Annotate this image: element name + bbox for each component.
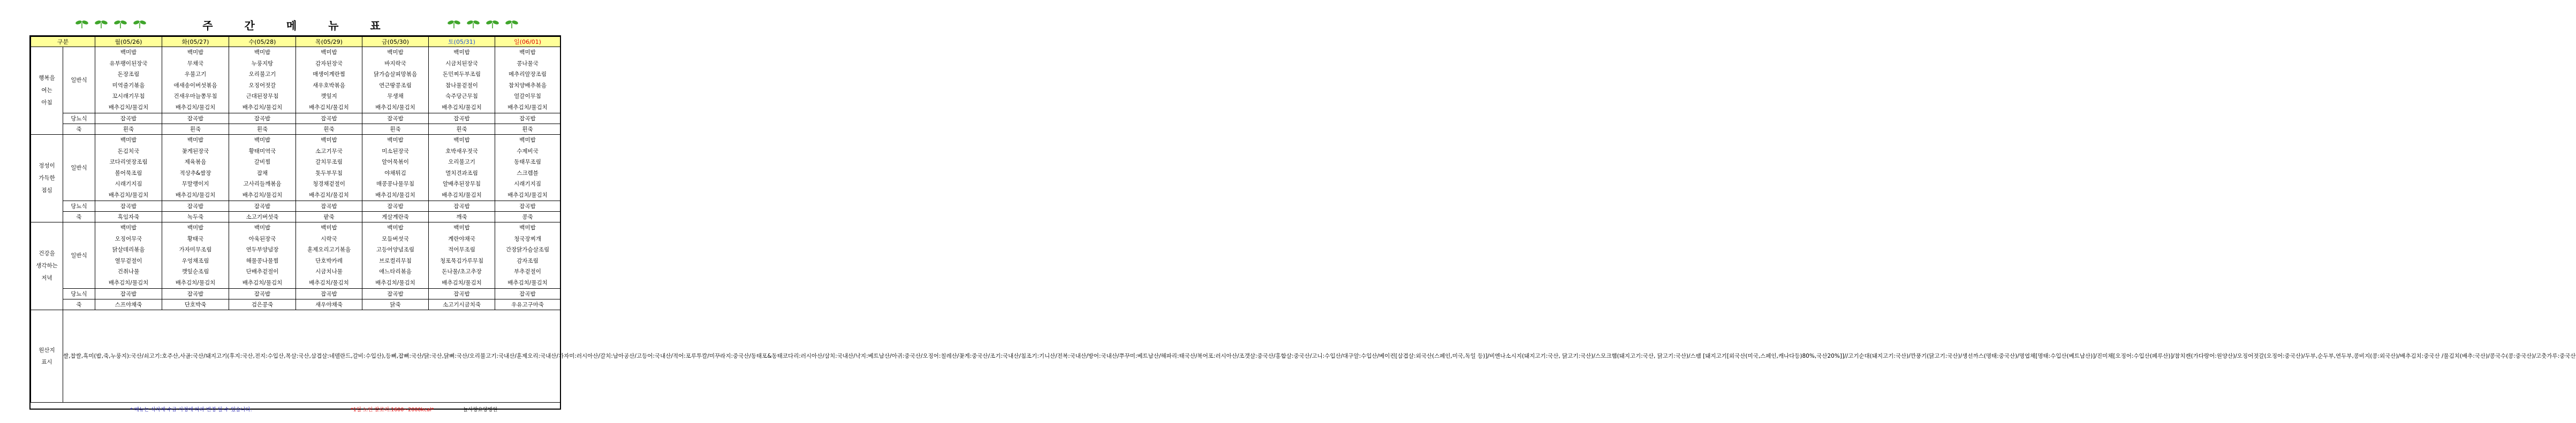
menu-item: 제육볶음 xyxy=(184,159,207,165)
menu-item: 백미밥 xyxy=(321,225,337,231)
menu-item: 배추김치/물김치 xyxy=(507,191,548,198)
diabetic-cell: 잡곡밥 xyxy=(296,113,362,124)
diabetic-row xyxy=(31,113,560,124)
menu-item: 백미밥 xyxy=(387,137,404,143)
menu-item: 얼갈이무침 xyxy=(514,93,541,99)
diabetic-cell: 잡곡밥 xyxy=(95,201,162,212)
menu-item: 알어묵볶이 xyxy=(382,159,409,165)
menu-item: 새우호박볶음 xyxy=(313,82,345,89)
menu-item: 배추김치/물김치 xyxy=(175,279,216,286)
menu-item: 간장닭가슴살조림 xyxy=(505,247,550,253)
diabetic-cell: 잡곡밥 xyxy=(429,289,495,299)
menu-item: 소고기무국 xyxy=(315,148,343,155)
diabetic-cell: 잡곡밥 xyxy=(362,201,429,212)
menu-item: 배추김치/물김치 xyxy=(242,279,283,286)
diabetic-cell: 잡곡밥 xyxy=(429,201,495,212)
diabetic-label: 당뇨식 xyxy=(63,201,95,212)
menu-item: 호박새우젓국 xyxy=(445,148,478,155)
menu-item: 꼬시래기무침 xyxy=(112,93,145,99)
menu-item: 청포묵김가루무침 xyxy=(440,257,484,264)
menu-item: 닭가슴살피망볶음 xyxy=(373,71,418,78)
header-day: 금(05/30) xyxy=(362,37,429,47)
menu-item: 돈장조림 xyxy=(117,71,140,78)
menu-item: 건새우마늘쫑무침 xyxy=(173,93,217,99)
menu-item: 애느타리볶음 xyxy=(379,268,412,275)
porridge-cell: 팥죽 xyxy=(296,212,362,222)
facility-name: 늘사랑요양병원 xyxy=(463,407,498,413)
menu-cell xyxy=(296,135,362,201)
menu-item: 황태국 xyxy=(187,235,204,242)
header-day: 수(05/28) xyxy=(229,37,296,47)
menu-item: 백미밥 xyxy=(453,49,470,56)
meal-name: 행복을 여는 아침 xyxy=(31,47,63,135)
menu-item: 백미밥 xyxy=(453,225,470,231)
menu-item: 연근땅콩조림 xyxy=(379,82,412,89)
menu-item: 시래기지짐 xyxy=(115,181,142,187)
page-title: 주 간 메 뉴 표 xyxy=(202,19,395,32)
menu-item: 배추김치/물김치 xyxy=(108,104,149,111)
menu-item: 미소된장국 xyxy=(382,148,409,155)
diabetic-cell: 잡곡밥 xyxy=(229,201,296,212)
header-day: 화(05/27) xyxy=(162,37,229,47)
menu-item: 백미밥 xyxy=(120,225,137,231)
regular-label: 일반식 xyxy=(63,47,95,113)
porridge-cell: 흰죽 xyxy=(95,124,162,135)
porridge-cell: 우유고구마죽 xyxy=(495,299,560,310)
menu-item: 무채국 xyxy=(187,60,204,67)
origin-cell xyxy=(63,310,2576,403)
menu-item: 돈김치국 xyxy=(117,148,140,155)
change-notice: * 메뉴는 식자재 수급 사정에 따라 변경 될 수 있습니다. xyxy=(130,407,252,413)
menu-item: 참나물겉절이 xyxy=(445,82,478,89)
regular-label: 일반식 xyxy=(63,135,95,201)
menu-item: 참치양배추볶음 xyxy=(509,82,547,89)
header-day: 일(06/01) xyxy=(495,37,560,47)
menu-item: 꽃게된장국 xyxy=(181,148,209,155)
menu-item: 부추겉절이 xyxy=(514,268,541,275)
diabetic-cell: 잡곡밥 xyxy=(296,201,362,212)
menu-item: 백미밥 xyxy=(321,49,337,56)
diabetic-cell: 잡곡밥 xyxy=(95,289,162,299)
menu-item: 훈제오리고기볶음 xyxy=(307,247,351,253)
menu-item: 코다리엿장조림 xyxy=(109,159,148,165)
menu-item: 근대된장무침 xyxy=(246,93,279,99)
menu-item: 감자조림 xyxy=(517,257,539,264)
diabetic-row xyxy=(31,201,560,212)
porridge-cell: 게살계란죽 xyxy=(362,212,429,222)
menu-item: 고등어양념조림 xyxy=(376,247,415,253)
menu-item: 볼어묵조림 xyxy=(115,170,142,176)
menu-item: 백미밥 xyxy=(254,225,271,231)
menu-cell xyxy=(495,222,560,289)
menu-item: 시금치된장국 xyxy=(445,60,478,67)
menu-item: 청경채겉절이 xyxy=(313,181,345,187)
menu-item: 돈민찌두부조림 xyxy=(443,71,481,78)
diabetic-cell: 잡곡밥 xyxy=(162,201,229,212)
menu-item: 백미밥 xyxy=(519,137,536,143)
porridge-cell: 닭죽 xyxy=(362,299,429,310)
menu-item: 갈치무조림 xyxy=(315,159,343,165)
menu-item: 연두부양념장 xyxy=(246,247,279,253)
menu-item: 배추김치/물김치 xyxy=(507,104,548,111)
menu-item: 무말랭이지 xyxy=(181,181,209,187)
menu-item: 백미밥 xyxy=(254,137,271,143)
calorie-note: *1일 노인 칼로리:1600~2000kcal* xyxy=(351,407,434,413)
menu-item: 백미밥 xyxy=(187,225,204,231)
menu-item: 톳두부무침 xyxy=(315,170,343,176)
porridge-row xyxy=(31,299,560,310)
porridge-cell: 흰죽 xyxy=(429,124,495,135)
meal-name: 건강을 생각하는 저녁 xyxy=(31,222,63,310)
menu-item: 오리불고기 xyxy=(248,71,276,78)
origin-text: 쌀,찹쌀,흑미(밥,죽,누룽지):국산/쇠고기:호주산,사골:국산/돼지고기(후지:국산,전지:수입산,목살:국산,삼겹살:네델란드,갈비:수입산),등뼈,잡뼈:국산/닭:국산,닭뼈:국산/오리불고기:국내산/훈제오리:국내산/가자미:러시아산/갈치:남아공산/고등어:국내산/적어:포루투칼/미꾸라지:중국산/동태포&동태코다리:러시아산/삼치:국내산/낙지:베트남산/아귀:중국산/오징어:칠레산/꽃게:중국산/조기:국내산/침조기:기니산/전복:국내산/방어:국내산/쭈꾸미:베트남산/해파리:태국산/북어포:러시아산/조갯살:중국산/홍합살:중국산/고니:수입산/대구알:수입산/베이컨[삼겹살:외국산(스페인,미국,독일 등)]/비엔나소시지(돼지고기:국산, 닭고기:국산)/스모크햄(돼지고기:국산, 닭고기:국산)/스팸 [돼지고기[외국산(미국,스페인,캐나다등)80%,국산20%]]//고기순대(돼지고기:국산)/깐풍기(닭고기:국산)/생선까스(명태:중국산)/명엽채[명태:수입산(베트남산)]/진미채[오징어:수입산(페루산)]/참치캔(가다랑어:원양산)/오징어젓갈(오징어:중국산)/두부,순두부,연두부,콩비지(콩:외국산)/배추김치:중국산 /물김치(배추:국산)/콩국수(콩:중국산)/고춧가루:중국산 xyxy=(63,352,2576,359)
porridge-cell: 흰죽 xyxy=(495,124,560,135)
menu-cell xyxy=(229,222,296,289)
menu-item: 콩나물국 xyxy=(517,60,539,67)
porridge-cell: 흰죽 xyxy=(362,124,429,135)
menu-item: 배추김치/물김치 xyxy=(309,191,349,198)
menu-item: 가자미무조림 xyxy=(179,247,212,253)
diabetic-label: 당뇨식 xyxy=(63,289,95,299)
menu-item: 멸치견과조림 xyxy=(445,170,478,176)
menu-item: 모듬버섯국 xyxy=(382,235,409,242)
menu-item: 배추김치/물김치 xyxy=(442,104,482,111)
header-day: 월(05/26) xyxy=(95,37,162,47)
menu-item: 청국장찌개 xyxy=(514,235,541,242)
menu-cell xyxy=(95,135,162,201)
menu-item: 깻잎순조림 xyxy=(181,268,209,275)
porridge-label: 죽 xyxy=(63,299,95,310)
menu-item: 배추김치/물김치 xyxy=(507,279,548,286)
porridge-cell: 흰죽 xyxy=(229,124,296,135)
menu-item: 무생채 xyxy=(387,93,404,99)
menu-item: 배추김치/물김치 xyxy=(108,279,149,286)
diabetic-cell: 잡곡밥 xyxy=(429,113,495,124)
menu-item: 유부팽이된장국 xyxy=(109,60,148,67)
menu-item: 백미밥 xyxy=(321,137,337,143)
porridge-cell: 흑임자죽 xyxy=(95,212,162,222)
porridge-cell: 깨죽 xyxy=(429,212,495,222)
weekly-menu-table xyxy=(31,36,2576,403)
menu-item: 숙주당근무침 xyxy=(445,93,478,99)
menu-item: 열무겉절이 xyxy=(115,257,142,264)
menu-item: 바지락국 xyxy=(384,60,406,67)
menu-item: 적어무조림 xyxy=(448,247,475,253)
porridge-cell: 단호박죽 xyxy=(162,299,229,310)
menu-item: 계란야채국 xyxy=(448,235,475,242)
menu-cell xyxy=(229,135,296,201)
regular-label: 일반식 xyxy=(63,222,95,289)
menu-item: 애새송이버섯볶음 xyxy=(173,82,217,89)
menu-item: 잡채 xyxy=(256,170,268,176)
menu-item: 시락국 xyxy=(321,235,337,242)
menu-item: 황태미역국 xyxy=(248,148,276,155)
diabetic-cell: 잡곡밥 xyxy=(296,289,362,299)
menu-item: 단배추겉절이 xyxy=(246,268,279,275)
menu-item: 시래기지짐 xyxy=(514,181,541,187)
diabetic-label: 당뇨식 xyxy=(63,113,95,124)
porridge-cell: 흰죽 xyxy=(296,124,362,135)
menu-item: 스크렘블 xyxy=(517,170,539,176)
menu-item: 오징어무국 xyxy=(115,235,142,242)
origin-label: 원산지 표시 xyxy=(31,310,63,403)
menu-item: 우엉채조림 xyxy=(181,257,209,264)
menu-cell xyxy=(429,47,495,113)
diabetic-row xyxy=(31,289,560,299)
menu-item: 매생이계란찜 xyxy=(313,71,345,78)
meal-name: 정성이 가득한 점심 xyxy=(31,135,63,222)
menu-cell xyxy=(95,47,162,113)
header-day: 토(05/31) xyxy=(429,37,495,47)
diabetic-cell: 잡곡밥 xyxy=(495,113,560,124)
menu-item: 야채튀김 xyxy=(384,170,406,176)
menu-item: 배추김치/물김치 xyxy=(442,191,482,198)
header-category: 구분 xyxy=(31,37,95,47)
menu-cell xyxy=(95,222,162,289)
menu-item: 배추김치/물김치 xyxy=(442,279,482,286)
diabetic-cell: 잡곡밥 xyxy=(495,289,560,299)
porridge-cell: 새우야채죽 xyxy=(296,299,362,310)
porridge-label: 죽 xyxy=(63,124,95,135)
porridge-cell: 흰죽 xyxy=(162,124,229,135)
menu-cell xyxy=(296,222,362,289)
porridge-row xyxy=(31,124,560,135)
porridge-row xyxy=(31,212,560,222)
diabetic-cell: 잡곡밥 xyxy=(95,113,162,124)
menu-item: 배추김치/물김치 xyxy=(375,191,415,198)
porridge-cell: 검은콩죽 xyxy=(229,299,296,310)
menu-cell xyxy=(362,47,429,113)
menu-item: 배추김치/물김치 xyxy=(242,191,283,198)
diabetic-cell: 잡곡밥 xyxy=(162,289,229,299)
diabetic-cell: 잡곡밥 xyxy=(495,201,560,212)
porridge-cell: 녹두죽 xyxy=(162,212,229,222)
menu-cell xyxy=(362,222,429,289)
diabetic-cell: 잡곡밥 xyxy=(362,113,429,124)
diabetic-cell: 잡곡밥 xyxy=(229,113,296,124)
menu-item: 백미밥 xyxy=(120,137,137,143)
menu-item: 아욱된장국 xyxy=(248,235,276,242)
porridge-label: 죽 xyxy=(63,212,95,222)
menu-item: 미역줄기볶음 xyxy=(112,82,145,89)
menu-item: 우불고기 xyxy=(184,71,207,78)
regular-row xyxy=(31,222,560,289)
menu-cell xyxy=(429,135,495,201)
menu-item: 백미밥 xyxy=(519,225,536,231)
diabetic-cell: 잡곡밥 xyxy=(162,113,229,124)
menu-cell xyxy=(296,47,362,113)
menu-item: 적상추&쌈장 xyxy=(179,170,211,176)
menu-cell xyxy=(229,47,296,113)
menu-item: 브로컬리무침 xyxy=(379,257,412,264)
porridge-cell: 소고기버섯죽 xyxy=(229,212,296,222)
menu-cell xyxy=(495,135,560,201)
menu-item: 동태무조림 xyxy=(514,159,541,165)
menu-item: 오리불고기 xyxy=(448,159,475,165)
menu-frame xyxy=(29,35,2576,413)
menu-cell xyxy=(162,135,229,201)
origin-row xyxy=(31,310,560,403)
regular-row xyxy=(31,135,560,201)
menu-item: 배추김치/물김치 xyxy=(108,191,149,198)
menu-item: 알배추된장무침 xyxy=(443,181,481,187)
menu-item: 배추김치/물김치 xyxy=(175,191,216,198)
porridge-cell: 스프야채죽 xyxy=(95,299,162,310)
menu-item: 건취나물 xyxy=(117,268,140,275)
regular-row xyxy=(31,47,560,113)
menu-item: 깻잎지 xyxy=(321,93,337,99)
menu-cell xyxy=(429,222,495,289)
menu-item: 닭살데리볶음 xyxy=(112,247,145,253)
menu-item: 매콩콩나물무침 xyxy=(376,181,415,187)
menu-item: 백미밥 xyxy=(120,49,137,56)
diabetic-cell: 잡곡밥 xyxy=(229,289,296,299)
menu-item: 백미밥 xyxy=(387,49,404,56)
porridge-cell: 콩죽 xyxy=(495,212,560,222)
menu-item: 배추김치/물김치 xyxy=(375,104,415,111)
menu-cell xyxy=(162,47,229,113)
menu-item: 단호박카레 xyxy=(315,257,343,264)
menu-item: 백미밥 xyxy=(387,225,404,231)
menu-item: 수제비국 xyxy=(517,148,539,155)
menu-item: 배추김치/물김치 xyxy=(242,104,283,111)
menu-item: 배추김치/물김치 xyxy=(375,279,415,286)
menu-item: 백미밥 xyxy=(254,49,271,56)
menu-item: 갈비찜 xyxy=(254,159,271,165)
menu-item: 백미밥 xyxy=(519,49,536,56)
menu-item: 메추리알장조림 xyxy=(509,71,547,78)
menu-item: 고사리들깨볶음 xyxy=(243,181,282,187)
menu-item: 오징어젓갈 xyxy=(248,82,276,89)
diabetic-cell: 잡곡밥 xyxy=(362,289,429,299)
menu-cell xyxy=(162,222,229,289)
header-row xyxy=(31,37,560,47)
menu-cell xyxy=(362,135,429,201)
menu-item: 배추김치/물김치 xyxy=(175,104,216,111)
menu-item: 배추김치/물김치 xyxy=(309,279,349,286)
menu-item: 시금치나물 xyxy=(315,268,343,275)
porridge-cell: 소고기시금치죽 xyxy=(429,299,495,310)
menu-item: 백미밥 xyxy=(453,137,470,143)
menu-item: 백미밥 xyxy=(187,137,204,143)
header-day: 목(05/29) xyxy=(296,37,362,47)
menu-item: 백미밥 xyxy=(187,49,204,56)
menu-item: 배추김치/물김치 xyxy=(309,104,349,111)
menu-item: 누룽지탕 xyxy=(251,60,274,67)
menu-item: 돈나물/초고추장 xyxy=(442,268,482,275)
menu-item: 감자된장국 xyxy=(315,60,343,67)
menu-item: 해물콩나물찜 xyxy=(246,257,279,264)
menu-cell xyxy=(495,47,560,113)
